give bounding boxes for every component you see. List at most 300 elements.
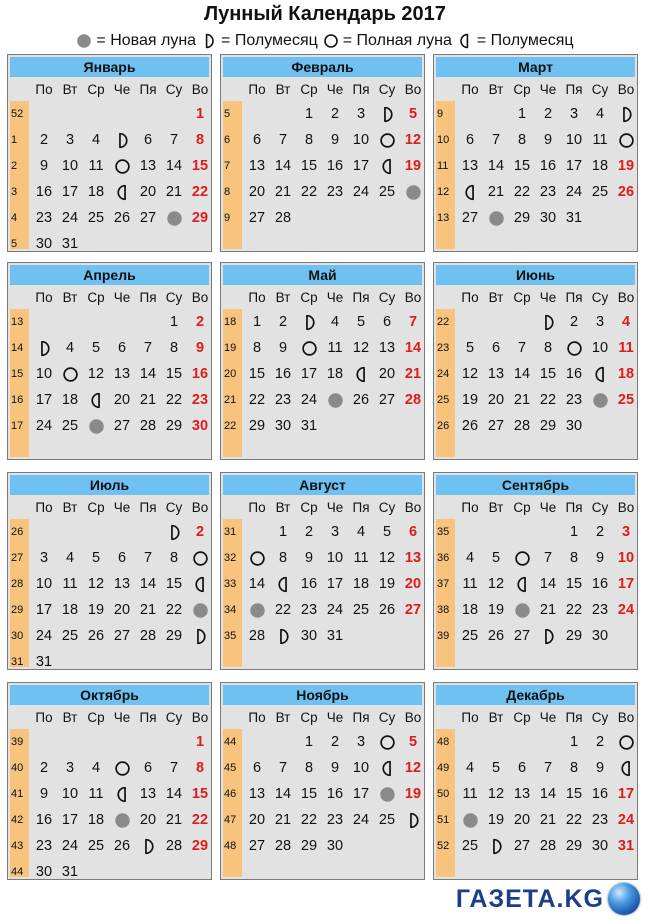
day-cell: 3 — [65, 132, 75, 148]
day-cell: 8 — [169, 550, 179, 566]
day-cell: 26 — [113, 838, 131, 854]
day-cell: 20 — [248, 184, 266, 200]
week-number: 24 — [437, 368, 450, 380]
day-cell: 5 — [382, 524, 392, 540]
day-cell: 19 — [617, 158, 635, 174]
day-cell: 10 — [565, 132, 583, 148]
week-number: 13 — [437, 212, 450, 224]
weekday-label: Ср — [513, 290, 531, 305]
day-cell: 23 — [326, 812, 344, 828]
weekday-label: Пя — [352, 290, 370, 305]
day-cell: 25 — [61, 418, 79, 434]
day-cell: 8 — [543, 340, 553, 356]
weekday-label: Ср — [513, 82, 531, 97]
day-cell: 29 — [565, 838, 583, 854]
day-cell: 10 — [352, 132, 370, 148]
day-cell: 29 — [565, 628, 583, 644]
new-moon-icon — [483, 205, 509, 231]
day-cell: 18 — [87, 184, 105, 200]
day-cell: 19 — [404, 786, 422, 802]
day-cell: 18 — [326, 366, 344, 382]
day-cell: 2 — [595, 524, 605, 540]
day-cell: 4 — [621, 314, 631, 330]
day-cell: 11 — [88, 158, 104, 174]
month-header: Февраль — [223, 57, 422, 77]
day-cell: 1 — [195, 106, 205, 122]
weekday-label: По — [35, 82, 53, 97]
day-cell: 2 — [304, 524, 314, 540]
month-9 — [433, 472, 638, 670]
day-cell: 13 — [487, 366, 505, 382]
weekday-label: Пя — [139, 710, 157, 725]
legend-item-first-quarter — [201, 32, 318, 50]
day-cell: 10 — [61, 786, 79, 802]
day-cell: 21 — [274, 184, 292, 200]
day-cell: 12 — [352, 340, 370, 356]
week-number: 52 — [11, 108, 24, 120]
week-number: 6 — [224, 134, 231, 146]
first-quarter-moon-icon — [135, 833, 161, 859]
day-cell: 18 — [461, 602, 479, 618]
week-number: 21 — [224, 394, 237, 406]
week-number: 35 — [224, 630, 237, 642]
day-cell: 24 — [61, 210, 79, 226]
day-cell: 24 — [352, 812, 370, 828]
day-cell: 16 — [591, 576, 609, 592]
last-quarter-moon-icon — [270, 571, 296, 597]
day-cell: 4 — [465, 550, 475, 566]
day-cell: 12 — [487, 786, 505, 802]
day-cell: 24 — [61, 838, 79, 854]
day-cell: 30 — [35, 864, 53, 880]
globe-icon — [608, 883, 640, 915]
day-cell: 1 — [169, 314, 179, 330]
weekday-label: По — [35, 290, 53, 305]
day-cell: 22 — [539, 392, 557, 408]
new-moon-icon — [374, 781, 400, 807]
day-cell: 6 — [252, 132, 262, 148]
day-cell: 25 — [352, 602, 370, 618]
day-cell: 3 — [330, 524, 340, 540]
weekday-label: Пя — [352, 710, 370, 725]
weekday-label: Пя — [139, 290, 157, 305]
last-quarter-moon-icon — [457, 179, 483, 205]
day-cell: 31 — [300, 418, 318, 434]
day-cell: 15 — [539, 366, 557, 382]
day-cell: 16 — [326, 158, 344, 174]
week-number: 36 — [437, 552, 450, 564]
weekday-label: По — [248, 290, 266, 305]
week-number: 22 — [224, 420, 237, 432]
week-number: 46 — [224, 788, 237, 800]
day-cell: 8 — [278, 550, 288, 566]
day-cell: 8 — [195, 132, 205, 148]
day-cell: 22 — [300, 184, 318, 200]
day-cell: 22 — [165, 602, 183, 618]
weekday-label: Во — [191, 290, 209, 305]
day-cell: 6 — [517, 760, 527, 776]
day-cell: 11 — [88, 786, 104, 802]
day-cell: 19 — [404, 158, 422, 174]
week-number: 25 — [437, 394, 450, 406]
week-number: 5 — [224, 108, 231, 120]
day-cell: 14 — [513, 366, 531, 382]
week-number: 26 — [437, 420, 450, 432]
day-cell: 9 — [543, 132, 553, 148]
day-cell: 19 — [461, 392, 479, 408]
page-title: Лунный Календарь 2017 — [204, 3, 446, 25]
day-cell: 25 — [378, 184, 396, 200]
day-cell: 27 — [248, 210, 266, 226]
day-cell: 7 — [278, 760, 288, 776]
day-cell: 24 — [617, 812, 635, 828]
week-number: 44 — [11, 866, 24, 878]
day-cell: 21 — [139, 602, 157, 618]
day-cell: 17 — [326, 576, 344, 592]
day-cell: 25 — [591, 184, 609, 200]
first-quarter-moon-icon — [187, 623, 213, 649]
month-header: Январь — [10, 57, 209, 77]
day-cell: 8 — [252, 340, 262, 356]
last-quarter-moon-icon — [187, 571, 213, 597]
day-cell: 25 — [87, 210, 105, 226]
day-cell: 11 — [462, 576, 478, 592]
day-cell: 6 — [117, 550, 127, 566]
weekday-label: Ср — [87, 82, 105, 97]
day-cell: 20 — [113, 392, 131, 408]
weekday-label: Су — [378, 82, 396, 97]
day-cell: 6 — [465, 132, 475, 148]
day-cell: 3 — [356, 734, 366, 750]
weekday-label: Вт — [488, 290, 504, 305]
month-3 — [433, 54, 638, 252]
day-cell: 7 — [278, 132, 288, 148]
day-cell: 12 — [87, 366, 105, 382]
day-cell: 22 — [248, 392, 266, 408]
day-cell: 4 — [91, 760, 101, 776]
weekday-label: По — [461, 500, 479, 515]
day-cell: 18 — [617, 366, 635, 382]
day-cell: 4 — [91, 132, 101, 148]
day-cell: 13 — [461, 158, 479, 174]
day-cell: 13 — [404, 550, 422, 566]
first-quarter-moon-icon — [31, 335, 57, 361]
weekday-label: По — [248, 710, 266, 725]
week-number: 4 — [11, 212, 18, 224]
month-12 — [433, 682, 638, 880]
month-1 — [7, 54, 212, 252]
full-moon-icon — [613, 729, 639, 755]
weekday-label: Ср — [87, 500, 105, 515]
day-cell: 7 — [169, 760, 179, 776]
full-moon-icon — [561, 335, 587, 361]
day-cell: 9 — [39, 158, 49, 174]
day-cell: 17 — [617, 576, 635, 592]
day-cell: 15 — [513, 158, 531, 174]
day-cell: 17 — [61, 184, 79, 200]
full-moon-icon — [109, 153, 135, 179]
day-cell: 2 — [195, 524, 205, 540]
day-cell: 2 — [195, 314, 205, 330]
day-cell: 27 — [113, 628, 131, 644]
last-quarter-moon-icon — [374, 755, 400, 781]
weekday-label: Вт — [62, 290, 78, 305]
day-cell: 18 — [87, 812, 105, 828]
day-cell: 12 — [487, 576, 505, 592]
full-moon-icon — [323, 33, 339, 49]
day-cell: 12 — [461, 366, 479, 382]
weekday-label: По — [461, 290, 479, 305]
day-cell: 30 — [326, 838, 344, 854]
day-cell: 16 — [35, 184, 53, 200]
first-quarter-moon-icon — [296, 309, 322, 335]
weekday-label: Пя — [565, 82, 583, 97]
weekday-label: Во — [404, 500, 422, 515]
day-cell: 20 — [139, 812, 157, 828]
day-cell: 31 — [61, 236, 79, 252]
weekday-label: Пя — [139, 500, 157, 515]
day-cell: 14 — [539, 786, 557, 802]
day-cell: 16 — [300, 576, 318, 592]
day-cell: 11 — [462, 786, 478, 802]
full-moon-icon — [244, 545, 270, 571]
week-number: 39 — [11, 736, 24, 748]
full-moon-icon — [613, 127, 639, 153]
day-cell: 20 — [487, 392, 505, 408]
day-cell: 26 — [617, 184, 635, 200]
last-quarter-moon-icon — [509, 571, 535, 597]
day-cell: 28 — [139, 418, 157, 434]
week-number: 51 — [437, 814, 450, 826]
month-5 — [220, 262, 425, 460]
weekday-label: Су — [591, 82, 609, 97]
legend-label: = Новая луна — [96, 32, 197, 49]
day-cell: 5 — [491, 550, 501, 566]
month-8 — [220, 472, 425, 670]
weekday-label: Во — [404, 290, 422, 305]
day-cell: 31 — [565, 210, 583, 226]
day-cell: 2 — [543, 106, 553, 122]
last-quarter-moon-icon — [109, 179, 135, 205]
day-cell: 7 — [543, 550, 553, 566]
week-number: 41 — [11, 788, 24, 800]
day-cell: 24 — [352, 184, 370, 200]
month-header: Апрель — [10, 265, 209, 285]
week-number: 32 — [224, 552, 237, 564]
month-7 — [7, 472, 212, 670]
weekday-label: Су — [165, 290, 183, 305]
day-cell: 25 — [617, 392, 635, 408]
legend-item-new-moon — [76, 32, 196, 50]
day-cell: 30 — [565, 418, 583, 434]
new-moon-icon — [400, 179, 426, 205]
day-cell: 15 — [248, 366, 266, 382]
day-cell: 16 — [539, 158, 557, 174]
weekday-label: Вт — [275, 290, 291, 305]
weekday-label: Че — [113, 290, 131, 305]
last-quarter-moon-icon — [348, 361, 374, 387]
day-cell: 21 — [487, 184, 505, 200]
day-cell: 21 — [539, 602, 557, 618]
day-cell: 31 — [61, 864, 79, 880]
day-cell: 24 — [565, 184, 583, 200]
day-cell: 23 — [565, 392, 583, 408]
day-cell: 26 — [487, 628, 505, 644]
full-moon-icon — [109, 755, 135, 781]
day-cell: 25 — [461, 628, 479, 644]
day-cell: 29 — [300, 838, 318, 854]
day-cell: 4 — [65, 550, 75, 566]
week-number: 11 — [437, 160, 449, 172]
day-cell: 8 — [569, 550, 579, 566]
weekday-label: Вт — [488, 710, 504, 725]
weekday-label: Су — [591, 500, 609, 515]
day-cell: 3 — [356, 106, 366, 122]
day-cell: 26 — [461, 418, 479, 434]
day-cell: 2 — [39, 760, 49, 776]
day-cell: 29 — [248, 418, 266, 434]
day-cell: 29 — [165, 628, 183, 644]
day-cell: 4 — [356, 524, 366, 540]
new-moon-icon — [457, 807, 483, 833]
weekday-label: Ср — [300, 710, 318, 725]
day-cell: 14 — [165, 158, 183, 174]
day-cell: 1 — [517, 106, 527, 122]
day-cell: 12 — [404, 132, 422, 148]
full-moon-icon — [509, 545, 535, 571]
weekday-label: Ср — [300, 82, 318, 97]
day-cell: 21 — [165, 184, 183, 200]
day-cell: 16 — [35, 812, 53, 828]
day-cell: 24 — [35, 418, 53, 434]
first-quarter-moon-icon — [400, 807, 426, 833]
day-cell: 13 — [248, 158, 266, 174]
month-header: Ноябрь — [223, 685, 422, 705]
day-cell: 23 — [300, 602, 318, 618]
day-cell: 28 — [248, 628, 266, 644]
day-cell: 5 — [91, 550, 101, 566]
week-number: 3 — [11, 186, 18, 198]
day-cell: 9 — [330, 760, 340, 776]
day-cell: 22 — [513, 184, 531, 200]
weekday-label: Ср — [87, 290, 105, 305]
week-number: 43 — [11, 840, 24, 852]
day-cell: 22 — [165, 392, 183, 408]
legend-label: = Полумесяц — [476, 32, 574, 49]
weekday-label: Пя — [139, 82, 157, 97]
first-quarter-moon-icon — [109, 127, 135, 153]
day-cell: 20 — [139, 184, 157, 200]
day-cell: 13 — [513, 786, 531, 802]
day-cell: 25 — [87, 838, 105, 854]
day-cell: 12 — [378, 550, 396, 566]
day-cell: 10 — [35, 576, 53, 592]
week-number: 14 — [11, 342, 24, 354]
week-number: 5 — [11, 238, 18, 250]
month-header: Май — [223, 265, 422, 285]
week-number: 42 — [11, 814, 24, 826]
day-cell: 1 — [569, 524, 579, 540]
new-moon-icon — [109, 807, 135, 833]
first-quarter-moon-icon — [161, 519, 187, 545]
day-cell: 8 — [304, 760, 314, 776]
day-cell: 10 — [591, 340, 609, 356]
weekday-label: Пя — [565, 710, 583, 725]
weekday-label: Во — [191, 82, 209, 97]
day-cell: 9 — [304, 550, 314, 566]
weekday-label: Во — [617, 82, 635, 97]
day-cell: 6 — [117, 340, 127, 356]
day-cell: 15 — [300, 158, 318, 174]
day-cell: 1 — [252, 314, 262, 330]
weekday-label: Пя — [565, 500, 583, 515]
day-cell: 8 — [304, 132, 314, 148]
day-cell: 14 — [248, 576, 266, 592]
day-cell: 5 — [356, 314, 366, 330]
day-cell: 5 — [91, 340, 101, 356]
day-cell: 17 — [61, 812, 79, 828]
logo-text: ГАЗЕТА.KG — [455, 884, 604, 913]
full-moon-icon — [57, 361, 83, 387]
weekday-label: Вт — [275, 82, 291, 97]
week-number: 18 — [224, 316, 237, 328]
weekday-label: Су — [378, 500, 396, 515]
day-cell: 23 — [274, 392, 292, 408]
day-cell: 26 — [113, 210, 131, 226]
day-cell: 14 — [487, 158, 505, 174]
week-number: 17 — [11, 420, 24, 432]
weekday-label: Че — [539, 290, 557, 305]
day-cell: 16 — [326, 786, 344, 802]
weekday-label: Вт — [275, 500, 291, 515]
day-cell: 27 — [461, 210, 479, 226]
day-cell: 4 — [465, 760, 475, 776]
week-number: 23 — [437, 342, 450, 354]
weekday-label: Че — [326, 500, 344, 515]
day-cell: 20 — [378, 366, 396, 382]
weekday-label: Во — [617, 500, 635, 515]
weekday-label: Су — [591, 290, 609, 305]
first-quarter-moon-icon — [535, 623, 561, 649]
first-quarter-moon-icon — [374, 101, 400, 127]
week-number: 44 — [224, 736, 237, 748]
day-cell: 8 — [169, 340, 179, 356]
day-cell: 28 — [165, 838, 183, 854]
day-cell: 21 — [539, 812, 557, 828]
weekday-label: Че — [539, 500, 557, 515]
weekday-label: Во — [191, 710, 209, 725]
day-cell: 15 — [300, 786, 318, 802]
day-cell: 17 — [35, 392, 53, 408]
weekday-label: Во — [617, 290, 635, 305]
day-cell: 6 — [408, 524, 418, 540]
day-cell: 5 — [465, 340, 475, 356]
legend-item-last-quarter — [457, 32, 574, 50]
week-number: 39 — [437, 630, 450, 642]
day-cell: 16 — [274, 366, 292, 382]
day-cell: 9 — [39, 786, 49, 802]
day-cell: 7 — [169, 132, 179, 148]
day-cell: 26 — [352, 392, 370, 408]
week-number: 8 — [224, 186, 231, 198]
day-cell: 27 — [248, 838, 266, 854]
day-cell: 16 — [591, 786, 609, 802]
day-cell: 22 — [565, 602, 583, 618]
weekday-label: Вт — [62, 500, 78, 515]
day-cell: 20 — [248, 812, 266, 828]
weekday-label: По — [35, 500, 53, 515]
month-10 — [7, 682, 212, 880]
